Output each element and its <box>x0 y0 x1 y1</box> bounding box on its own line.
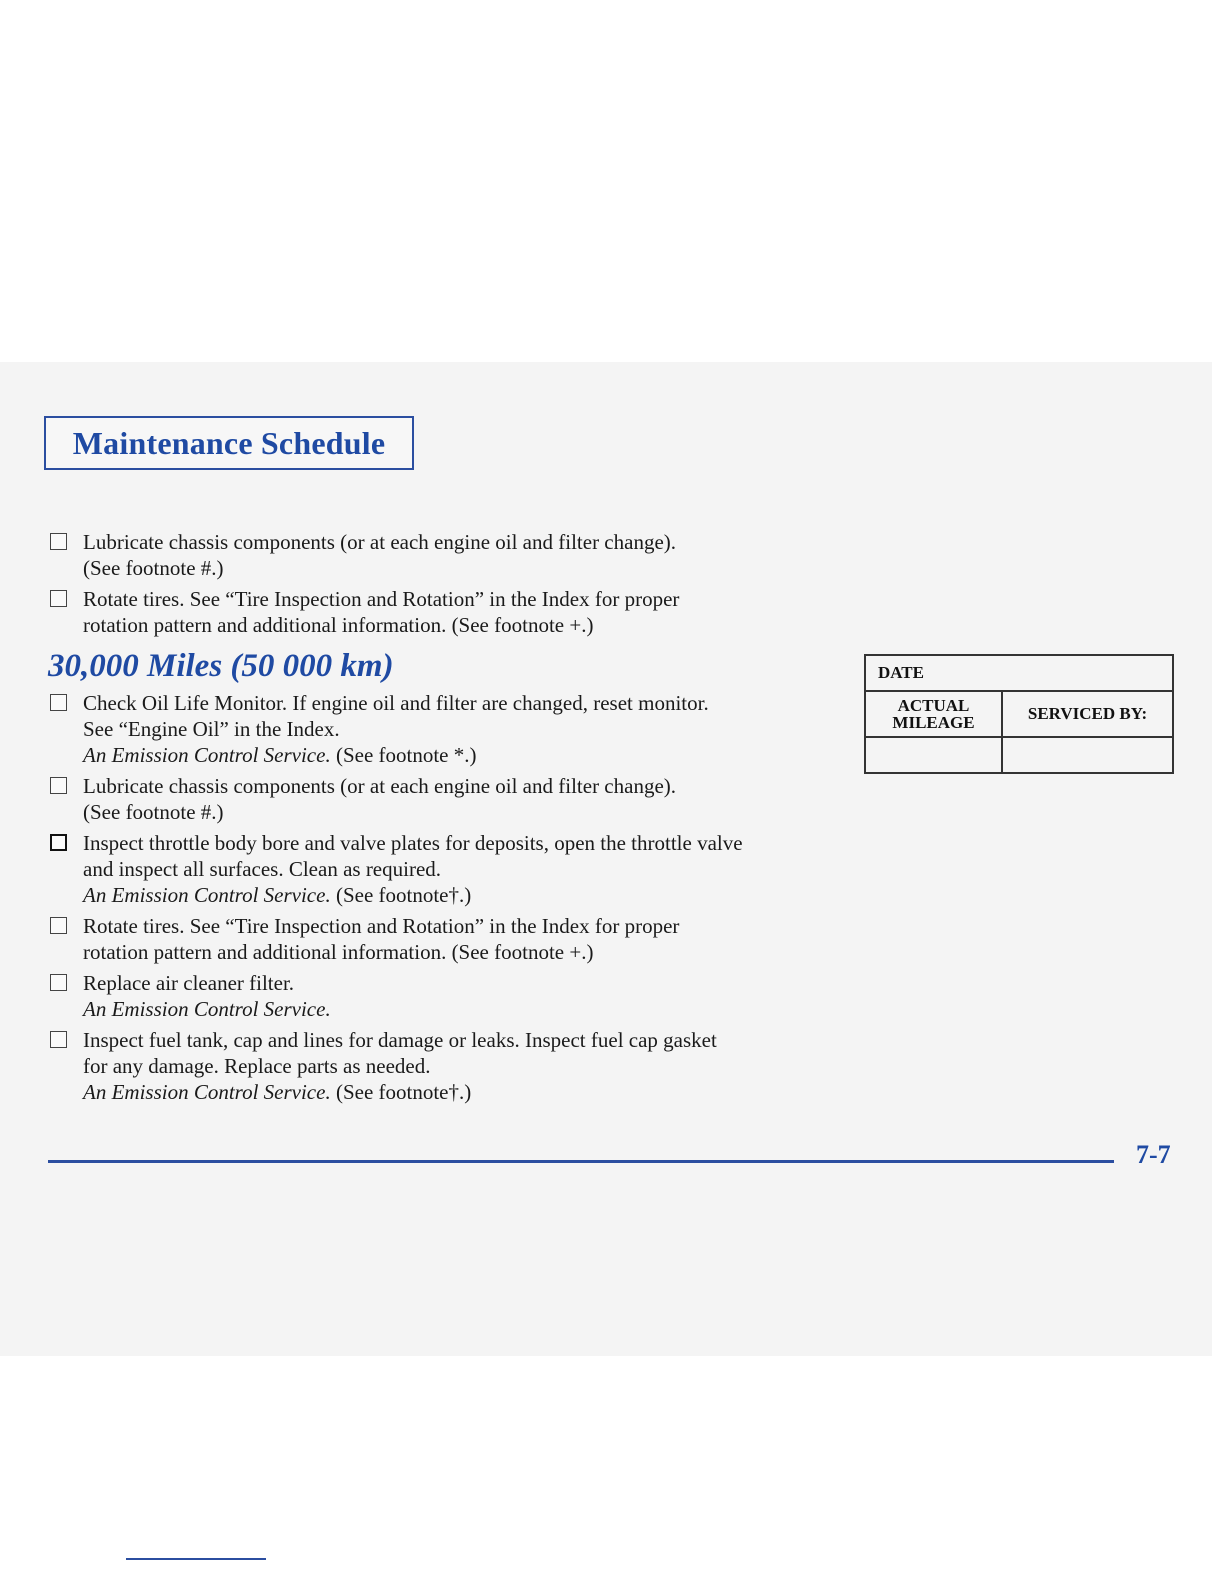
list-item: Replace air cleaner filter. An Emission Control Service. <box>50 970 850 1022</box>
checkbox[interactable] <box>50 777 67 794</box>
mileage-header <box>865 691 1002 737</box>
list-item: Inspect fuel tank, cap and lines for damage or leaks. Inspect fuel cap gasket for any damage. Replace parts as needed. An Emission Control Service. (See footnote†.) <box>50 1027 850 1105</box>
page-title: Maintenance Schedule <box>72 424 386 461</box>
footnote-ref: (See footnote†.) <box>330 883 472 907</box>
list-item: Check Oil Life Monitor. If engine oil and filter are changed, reset monitor. See “Engine Oil” in the Index. An Emission Control Service. (See footnote *.) <box>50 690 850 768</box>
list-item: Lubricate chassis components (or at each engine oil and filter change). (See footnote #.) <box>50 529 850 581</box>
footer-divider <box>48 1160 1114 1163</box>
mileage-heading: 30,000 Miles (50 000 km) <box>48 648 394 684</box>
emission-note: An Emission Control Service. <box>83 743 331 767</box>
section-header-box <box>44 416 414 470</box>
mileage-item-list <box>50 690 850 1110</box>
emission-note: An Emission Control Service. <box>83 883 331 907</box>
footnote-ref: (See footnote†.) <box>330 1080 472 1104</box>
date-field[interactable] <box>865 655 1173 691</box>
top-item-list <box>50 529 850 643</box>
checkbox[interactable] <box>50 1031 67 1048</box>
mileage-label-line2: MILEAGE <box>892 713 975 732</box>
checkbox[interactable] <box>50 917 67 934</box>
footnote-ref: (See footnote *.) <box>330 743 477 767</box>
checkbox[interactable] <box>50 694 67 711</box>
serviced-by-label: SERVICED BY: <box>1027 704 1148 723</box>
checkbox[interactable] <box>50 974 67 991</box>
service-record-table <box>864 654 1174 774</box>
bottom-divider <box>126 1558 266 1560</box>
serviced-by-header <box>1002 691 1173 737</box>
emission-note: An Emission Control Service. <box>83 997 331 1021</box>
list-item: Rotate tires. See “Tire Inspection and Rotation” in the Index for proper rotation pattern and additional information. (See footnote +.) <box>50 913 850 965</box>
list-item: Lubricate chassis components (or at each engine oil and filter change). (See footnote #.) <box>50 773 850 825</box>
list-item: Inspect throttle body bore and valve plates for deposits, open the throttle valve and inspect all surfaces. Clean as required. An Emission Control Service. (See footnote†.) <box>50 830 850 908</box>
mileage-entry-field[interactable] <box>865 737 1002 773</box>
checkbox[interactable] <box>50 533 67 550</box>
page-number: 7-7 <box>1136 1140 1171 1169</box>
checkbox[interactable] <box>50 834 67 851</box>
list-item: Rotate tires. See “Tire Inspection and Rotation” in the Index for proper rotation pattern and additional information. (See footnote +.) <box>50 586 850 638</box>
checkbox[interactable] <box>50 590 67 607</box>
mileage-label-line1: ACTUAL <box>897 696 970 715</box>
serviced-by-entry-field[interactable] <box>1002 737 1173 773</box>
date-label: DATE <box>878 663 924 682</box>
emission-note: An Emission Control Service. <box>83 1080 331 1104</box>
